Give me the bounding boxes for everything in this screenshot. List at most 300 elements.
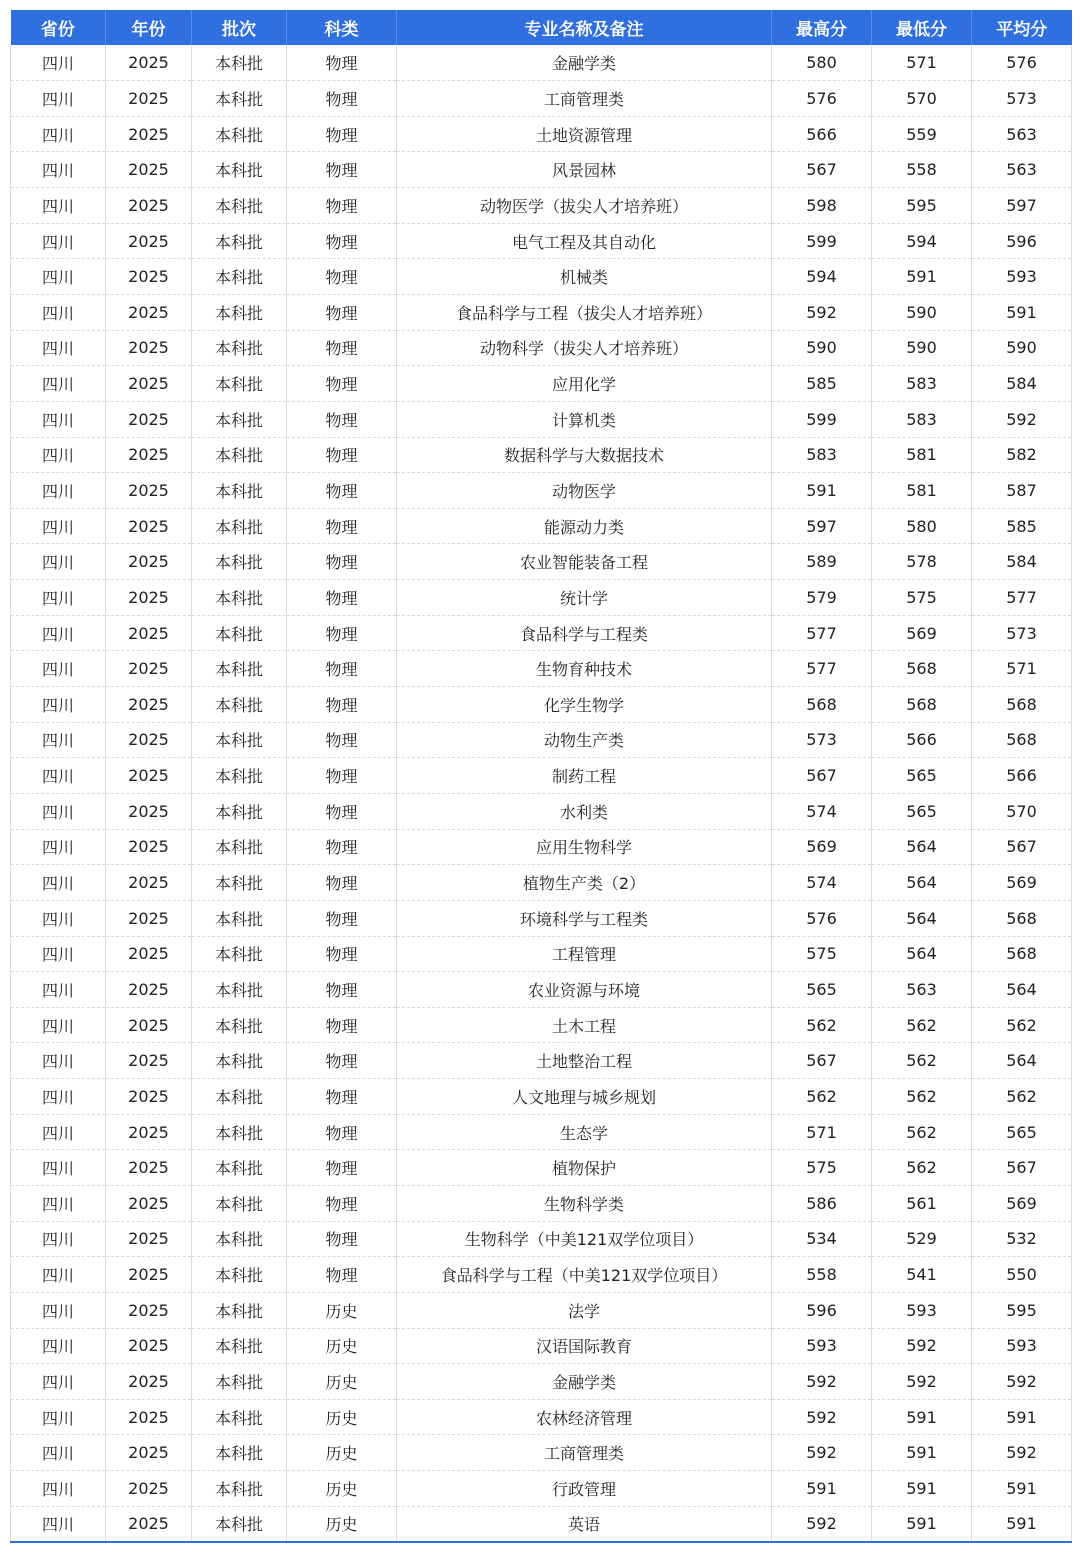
cell-province: 四川: [11, 544, 106, 580]
cell-subject: 物理: [287, 473, 397, 509]
cell-major: 植物生产类（2）: [397, 865, 772, 901]
cell-province: 四川: [11, 758, 106, 794]
cell-subject: 物理: [287, 1150, 397, 1186]
cell-subject: 物理: [287, 188, 397, 224]
cell-max-score: 577: [772, 615, 872, 651]
cell-subject: 物理: [287, 366, 397, 402]
cell-batch: 本科批: [192, 223, 287, 259]
cell-subject: 物理: [287, 936, 397, 972]
cell-year: 2025: [106, 1399, 192, 1435]
cell-year: 2025: [106, 437, 192, 473]
table-row: [11, 722, 1072, 758]
cell-province: 四川: [11, 1506, 106, 1542]
cell-min-score: 565: [872, 793, 972, 829]
cell-major: 化学生物学: [397, 687, 772, 723]
cell-subject: 物理: [287, 294, 397, 330]
cell-major: 机械类: [397, 259, 772, 295]
cell-avg-score: 593: [972, 259, 1072, 295]
table-header-row: [11, 10, 1072, 45]
header-batch: 批次: [192, 10, 287, 45]
cell-year: 2025: [106, 1043, 192, 1079]
header-province: 省份: [11, 10, 106, 45]
cell-year: 2025: [106, 972, 192, 1008]
cell-batch: 本科批: [192, 1043, 287, 1079]
cell-avg-score: 564: [972, 972, 1072, 1008]
cell-subject: 物理: [287, 152, 397, 188]
cell-subject: 物理: [287, 793, 397, 829]
table-row: [11, 758, 1072, 794]
cell-subject: 物理: [287, 223, 397, 259]
cell-min-score: 592: [872, 1364, 972, 1400]
cell-year: 2025: [106, 1292, 192, 1328]
cell-major: 金融学类: [397, 45, 772, 81]
cell-province: 四川: [11, 1221, 106, 1257]
table-row: [11, 936, 1072, 972]
table-row: [11, 437, 1072, 473]
cell-year: 2025: [106, 865, 192, 901]
cell-batch: 本科批: [192, 829, 287, 865]
cell-province: 四川: [11, 1435, 106, 1471]
cell-major: 生态学: [397, 1114, 772, 1150]
cell-min-score: 559: [872, 116, 972, 152]
cell-year: 2025: [106, 1328, 192, 1364]
cell-min-score: 571: [872, 45, 972, 81]
cell-batch: 本科批: [192, 1364, 287, 1400]
cell-major: 动物生产类: [397, 722, 772, 758]
cell-subject: 物理: [287, 401, 397, 437]
cell-batch: 本科批: [192, 1506, 287, 1542]
cell-max-score: 599: [772, 401, 872, 437]
cell-batch: 本科批: [192, 615, 287, 651]
cell-max-score: 569: [772, 829, 872, 865]
cell-max-score: 599: [772, 223, 872, 259]
cell-year: 2025: [106, 829, 192, 865]
cell-major: 农业资源与环境: [397, 972, 772, 1008]
cell-max-score: 571: [772, 1114, 872, 1150]
cell-batch: 本科批: [192, 294, 287, 330]
cell-avg-score: 566: [972, 758, 1072, 794]
cell-subject: 物理: [287, 508, 397, 544]
cell-subject: 物理: [287, 544, 397, 580]
table-row: [11, 1150, 1072, 1186]
cell-max-score: 592: [772, 1364, 872, 1400]
cell-min-score: 591: [872, 259, 972, 295]
cell-major: 应用生物科学: [397, 829, 772, 865]
cell-avg-score: 593: [972, 1328, 1072, 1364]
cell-subject: 物理: [287, 1007, 397, 1043]
cell-avg-score: 563: [972, 152, 1072, 188]
cell-subject: 物理: [287, 45, 397, 81]
cell-min-score: 558: [872, 152, 972, 188]
cell-avg-score: 562: [972, 1079, 1072, 1115]
cell-max-score: 576: [772, 900, 872, 936]
cell-avg-score: 585: [972, 508, 1072, 544]
cell-avg-score: 596: [972, 223, 1072, 259]
cell-min-score: 562: [872, 1150, 972, 1186]
cell-province: 四川: [11, 1007, 106, 1043]
cell-min-score: 562: [872, 1114, 972, 1150]
cell-avg-score: 576: [972, 45, 1072, 81]
cell-max-score: 592: [772, 294, 872, 330]
cell-avg-score: 565: [972, 1114, 1072, 1150]
cell-avg-score: 570: [972, 793, 1072, 829]
table-row: [11, 366, 1072, 402]
cell-major: 工程管理: [397, 936, 772, 972]
cell-max-score: 562: [772, 1007, 872, 1043]
header-subject: 科类: [287, 10, 397, 45]
cell-min-score: 580: [872, 508, 972, 544]
cell-year: 2025: [106, 508, 192, 544]
cell-province: 四川: [11, 1043, 106, 1079]
cell-year: 2025: [106, 152, 192, 188]
cell-max-score: 597: [772, 508, 872, 544]
cell-major: 动物科学（拔尖人才培养班）: [397, 330, 772, 366]
cell-max-score: 574: [772, 865, 872, 901]
cell-min-score: 591: [872, 1471, 972, 1507]
cell-major: 食品科学与工程（拔尖人才培养班）: [397, 294, 772, 330]
cell-province: 四川: [11, 687, 106, 723]
cell-subject: 物理: [287, 1186, 397, 1222]
cell-province: 四川: [11, 116, 106, 152]
cell-province: 四川: [11, 1079, 106, 1115]
cell-province: 四川: [11, 651, 106, 687]
table-row: [11, 473, 1072, 509]
cell-max-score: 574: [772, 793, 872, 829]
cell-major: 食品科学与工程类: [397, 615, 772, 651]
cell-major: 动物医学: [397, 473, 772, 509]
cell-province: 四川: [11, 1292, 106, 1328]
cell-province: 四川: [11, 972, 106, 1008]
cell-batch: 本科批: [192, 81, 287, 117]
cell-max-score: 558: [772, 1257, 872, 1293]
cell-min-score: 578: [872, 544, 972, 580]
cell-province: 四川: [11, 1114, 106, 1150]
cell-major: 动物医学（拔尖人才培养班）: [397, 188, 772, 224]
cell-min-score: 592: [872, 1328, 972, 1364]
cell-max-score: 594: [772, 259, 872, 295]
cell-min-score: 591: [872, 1399, 972, 1435]
admission-score-table: [10, 10, 1072, 1543]
cell-avg-score: 590: [972, 330, 1072, 366]
cell-major: 生物育种技术: [397, 651, 772, 687]
cell-major: 环境科学与工程类: [397, 900, 772, 936]
cell-year: 2025: [106, 1506, 192, 1542]
cell-batch: 本科批: [192, 1150, 287, 1186]
cell-year: 2025: [106, 1221, 192, 1257]
cell-min-score: 569: [872, 615, 972, 651]
cell-avg-score: 568: [972, 722, 1072, 758]
cell-avg-score: 597: [972, 188, 1072, 224]
cell-max-score: 534: [772, 1221, 872, 1257]
table-row: [11, 152, 1072, 188]
table-row: [11, 1364, 1072, 1400]
table-row: [11, 972, 1072, 1008]
table-row: [11, 580, 1072, 616]
cell-avg-score: 591: [972, 294, 1072, 330]
cell-avg-score: 564: [972, 1043, 1072, 1079]
table-row: [11, 1186, 1072, 1222]
table-row: [11, 116, 1072, 152]
cell-avg-score: 563: [972, 116, 1072, 152]
table-row: [11, 81, 1072, 117]
cell-batch: 本科批: [192, 116, 287, 152]
cell-major: 土地资源管理: [397, 116, 772, 152]
cell-province: 四川: [11, 223, 106, 259]
cell-province: 四川: [11, 294, 106, 330]
cell-year: 2025: [106, 580, 192, 616]
cell-min-score: 583: [872, 366, 972, 402]
cell-province: 四川: [11, 936, 106, 972]
cell-year: 2025: [106, 1186, 192, 1222]
table-row: [11, 1399, 1072, 1435]
cell-subject: 物理: [287, 1079, 397, 1115]
cell-province: 四川: [11, 437, 106, 473]
cell-min-score: 583: [872, 401, 972, 437]
cell-avg-score: 571: [972, 651, 1072, 687]
cell-subject: 物理: [287, 1043, 397, 1079]
cell-min-score: 562: [872, 1079, 972, 1115]
table-row: [11, 1221, 1072, 1257]
cell-major: 食品科学与工程（中美121双学位项目）: [397, 1257, 772, 1293]
cell-subject: 物理: [287, 1114, 397, 1150]
cell-subject: 物理: [287, 829, 397, 865]
cell-subject: 物理: [287, 580, 397, 616]
cell-subject: 物理: [287, 1221, 397, 1257]
cell-year: 2025: [106, 1471, 192, 1507]
cell-max-score: 591: [772, 473, 872, 509]
cell-year: 2025: [106, 294, 192, 330]
cell-province: 四川: [11, 580, 106, 616]
cell-batch: 本科批: [192, 865, 287, 901]
cell-subject: 历史: [287, 1471, 397, 1507]
cell-major: 数据科学与大数据技术: [397, 437, 772, 473]
cell-province: 四川: [11, 81, 106, 117]
cell-subject: 物理: [287, 972, 397, 1008]
cell-avg-score: 567: [972, 829, 1072, 865]
cell-max-score: 575: [772, 936, 872, 972]
cell-subject: 物理: [287, 81, 397, 117]
cell-batch: 本科批: [192, 580, 287, 616]
cell-year: 2025: [106, 1257, 192, 1293]
cell-min-score: 564: [872, 829, 972, 865]
table-row: [11, 1328, 1072, 1364]
cell-min-score: 595: [872, 188, 972, 224]
cell-min-score: 575: [872, 580, 972, 616]
cell-min-score: 563: [872, 972, 972, 1008]
cell-year: 2025: [106, 1114, 192, 1150]
cell-max-score: 580: [772, 45, 872, 81]
cell-subject: 历史: [287, 1292, 397, 1328]
cell-major: 工商管理类: [397, 81, 772, 117]
cell-avg-score: 568: [972, 900, 1072, 936]
cell-avg-score: 582: [972, 437, 1072, 473]
cell-year: 2025: [106, 81, 192, 117]
cell-batch: 本科批: [192, 1292, 287, 1328]
header-max-score: 最高分: [772, 10, 872, 45]
cell-year: 2025: [106, 116, 192, 152]
cell-subject: 物理: [287, 865, 397, 901]
cell-year: 2025: [106, 366, 192, 402]
cell-max-score: 567: [772, 152, 872, 188]
cell-avg-score: 595: [972, 1292, 1072, 1328]
cell-avg-score: 573: [972, 615, 1072, 651]
cell-avg-score: 568: [972, 687, 1072, 723]
cell-major: 水利类: [397, 793, 772, 829]
cell-major: 应用化学: [397, 366, 772, 402]
cell-min-score: 564: [872, 936, 972, 972]
cell-batch: 本科批: [192, 152, 287, 188]
cell-max-score: 596: [772, 1292, 872, 1328]
cell-max-score: 583: [772, 437, 872, 473]
cell-min-score: 591: [872, 1435, 972, 1471]
cell-year: 2025: [106, 544, 192, 580]
cell-max-score: 577: [772, 651, 872, 687]
table-row: [11, 1435, 1072, 1471]
cell-avg-score: 550: [972, 1257, 1072, 1293]
score-table-container: [10, 10, 1071, 1543]
cell-year: 2025: [106, 936, 192, 972]
cell-batch: 本科批: [192, 544, 287, 580]
cell-year: 2025: [106, 45, 192, 81]
cell-max-score: 592: [772, 1506, 872, 1542]
cell-batch: 本科批: [192, 1221, 287, 1257]
table-row: [11, 401, 1072, 437]
cell-major: 英语: [397, 1506, 772, 1542]
table-row: [11, 259, 1072, 295]
cell-year: 2025: [106, 722, 192, 758]
cell-province: 四川: [11, 1328, 106, 1364]
cell-avg-score: 592: [972, 1364, 1072, 1400]
cell-batch: 本科批: [192, 900, 287, 936]
table-row: [11, 865, 1072, 901]
table-row: [11, 1079, 1072, 1115]
cell-max-score: 567: [772, 758, 872, 794]
table-row: [11, 1292, 1072, 1328]
cell-batch: 本科批: [192, 437, 287, 473]
cell-batch: 本科批: [192, 508, 287, 544]
cell-major: 能源动力类: [397, 508, 772, 544]
cell-province: 四川: [11, 1471, 106, 1507]
cell-max-score: 592: [772, 1435, 872, 1471]
cell-avg-score: 592: [972, 1435, 1072, 1471]
cell-avg-score: 569: [972, 1186, 1072, 1222]
cell-major: 统计学: [397, 580, 772, 616]
cell-province: 四川: [11, 188, 106, 224]
cell-major: 风景园林: [397, 152, 772, 188]
cell-province: 四川: [11, 1399, 106, 1435]
cell-batch: 本科批: [192, 1399, 287, 1435]
cell-max-score: 573: [772, 722, 872, 758]
cell-batch: 本科批: [192, 330, 287, 366]
cell-year: 2025: [106, 473, 192, 509]
cell-major: 计算机类: [397, 401, 772, 437]
header-major: 专业名称及备注: [397, 10, 772, 45]
cell-batch: 本科批: [192, 687, 287, 723]
cell-year: 2025: [106, 1007, 192, 1043]
cell-province: 四川: [11, 45, 106, 81]
table-row: [11, 188, 1072, 224]
table-row: [11, 544, 1072, 580]
cell-province: 四川: [11, 1150, 106, 1186]
cell-min-score: 564: [872, 865, 972, 901]
cell-batch: 本科批: [192, 722, 287, 758]
cell-subject: 物理: [287, 1257, 397, 1293]
cell-max-score: 589: [772, 544, 872, 580]
cell-province: 四川: [11, 722, 106, 758]
cell-batch: 本科批: [192, 259, 287, 295]
cell-max-score: 598: [772, 188, 872, 224]
table-row: [11, 793, 1072, 829]
cell-year: 2025: [106, 1364, 192, 1400]
cell-province: 四川: [11, 1186, 106, 1222]
cell-avg-score: 591: [972, 1506, 1072, 1542]
cell-year: 2025: [106, 259, 192, 295]
cell-subject: 历史: [287, 1506, 397, 1542]
table-row: [11, 1506, 1072, 1542]
cell-avg-score: 587: [972, 473, 1072, 509]
cell-batch: 本科批: [192, 758, 287, 794]
cell-max-score: 566: [772, 116, 872, 152]
cell-subject: 物理: [287, 259, 397, 295]
cell-subject: 物理: [287, 651, 397, 687]
cell-batch: 本科批: [192, 1257, 287, 1293]
table-row: [11, 45, 1072, 81]
cell-subject: 物理: [287, 687, 397, 723]
cell-year: 2025: [106, 330, 192, 366]
cell-avg-score: 577: [972, 580, 1072, 616]
table-body: [11, 45, 1072, 1542]
header-avg-score: 平均分: [996, 20, 1048, 40]
cell-subject: 物理: [287, 437, 397, 473]
cell-major: 农业智能装备工程: [397, 544, 772, 580]
cell-year: 2025: [106, 900, 192, 936]
cell-min-score: 581: [872, 437, 972, 473]
cell-batch: 本科批: [192, 1079, 287, 1115]
header-year: 年份: [106, 10, 192, 45]
table-row: [11, 1114, 1072, 1150]
cell-province: 四川: [11, 152, 106, 188]
cell-avg-score: 567: [972, 1150, 1072, 1186]
cell-avg-score: 584: [972, 544, 1072, 580]
cell-subject: 历史: [287, 1399, 397, 1435]
cell-min-score: 529: [872, 1221, 972, 1257]
cell-max-score: 591: [772, 1471, 872, 1507]
cell-max-score: 590: [772, 330, 872, 366]
cell-batch: 本科批: [192, 651, 287, 687]
cell-province: 四川: [11, 508, 106, 544]
cell-batch: 本科批: [192, 793, 287, 829]
cell-subject: 物理: [287, 615, 397, 651]
cell-major: 土木工程: [397, 1007, 772, 1043]
cell-max-score: 567: [772, 1043, 872, 1079]
table-row: [11, 1007, 1072, 1043]
cell-max-score: 568: [772, 687, 872, 723]
cell-province: 四川: [11, 259, 106, 295]
cell-max-score: 562: [772, 1079, 872, 1115]
cell-subject: 物理: [287, 330, 397, 366]
cell-year: 2025: [106, 615, 192, 651]
cell-major: 行政管理: [397, 1471, 772, 1507]
table-row: [11, 223, 1072, 259]
cell-min-score: 590: [872, 294, 972, 330]
cell-year: 2025: [106, 223, 192, 259]
cell-min-score: 593: [872, 1292, 972, 1328]
cell-min-score: 581: [872, 473, 972, 509]
cell-subject: 物理: [287, 116, 397, 152]
cell-major: 工商管理类: [397, 1435, 772, 1471]
cell-batch: 本科批: [192, 188, 287, 224]
cell-major: 法学: [397, 1292, 772, 1328]
